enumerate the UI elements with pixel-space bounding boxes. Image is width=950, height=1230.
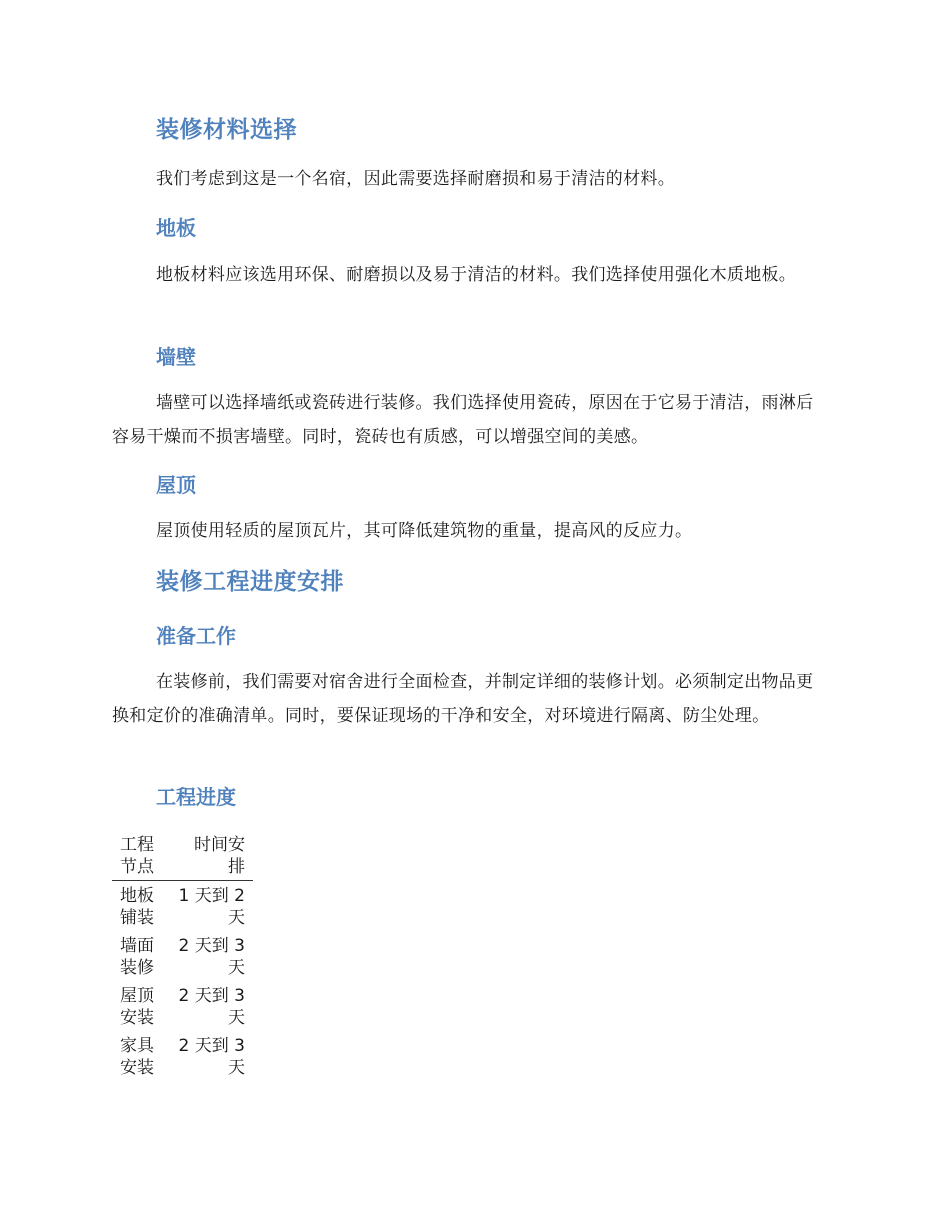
schedule-table — [112, 832, 253, 1081]
section-heading-materials: 装修材料选择 — [156, 117, 297, 143]
preparation-paragraph: 在装修前，我们需要对宿舍进行全面检查，并制定详细的装修计划。必须制定出物品更换和定价的准确清单。同时，要保证现场的干净和安全，对环境进行隔离、防尘处理。 — [112, 672, 814, 726]
table-header-row — [112, 832, 253, 881]
table-row — [112, 1031, 253, 1081]
table-cell-node: 地板铺装 — [120, 886, 154, 928]
section-heading-schedule: 装修工程进度安排 — [156, 569, 344, 595]
table-cell-node: 墙面装修 — [120, 936, 154, 978]
table-row — [112, 881, 253, 932]
materials-intro-paragraph: 我们考虑到这是一个名宿，因此需要选择耐磨损和易于清洁的材料。 — [156, 169, 675, 189]
wall-paragraph: 墙壁可以选择墙纸或瓷砖进行装修。我们选择使用瓷砖，原因在于它易于清洁，雨淋后容易干燥而不损害墙壁。同时，瓷砖也有质感，可以增强空间的美感。 — [112, 393, 814, 447]
table-cell-time: 1 天到 2 天 — [178, 886, 245, 928]
table-cell-node: 屋顶安装 — [120, 986, 154, 1028]
table-cell-time: 2 天到 3 天 — [178, 986, 245, 1028]
table-row — [112, 931, 253, 981]
subheading-progress: 工程进度 — [156, 785, 236, 809]
table-header-node: 工程节点 — [112, 832, 169, 881]
table-row — [112, 981, 253, 1031]
roof-paragraph: 屋顶使用轻质的屋顶瓦片，其可降低建筑物的重量，提高风的反应力。 — [156, 521, 693, 541]
floor-paragraph: 地板材料应该选用环保、耐磨损以及易于清洁的材料。我们选择使用强化木质地板。 — [156, 265, 797, 285]
subheading-floor: 地板 — [156, 216, 196, 240]
subheading-wall: 墙壁 — [156, 345, 196, 369]
subheading-roof: 屋顶 — [156, 473, 196, 497]
table-header-time: 时间安排 — [169, 832, 253, 881]
table-cell-time: 2 天到 3 天 — [178, 936, 245, 978]
table-cell-node: 家具安装 — [120, 1036, 154, 1078]
subheading-preparation: 准备工作 — [156, 624, 236, 648]
table-cell-time: 2 天到 3 天 — [178, 1036, 245, 1078]
